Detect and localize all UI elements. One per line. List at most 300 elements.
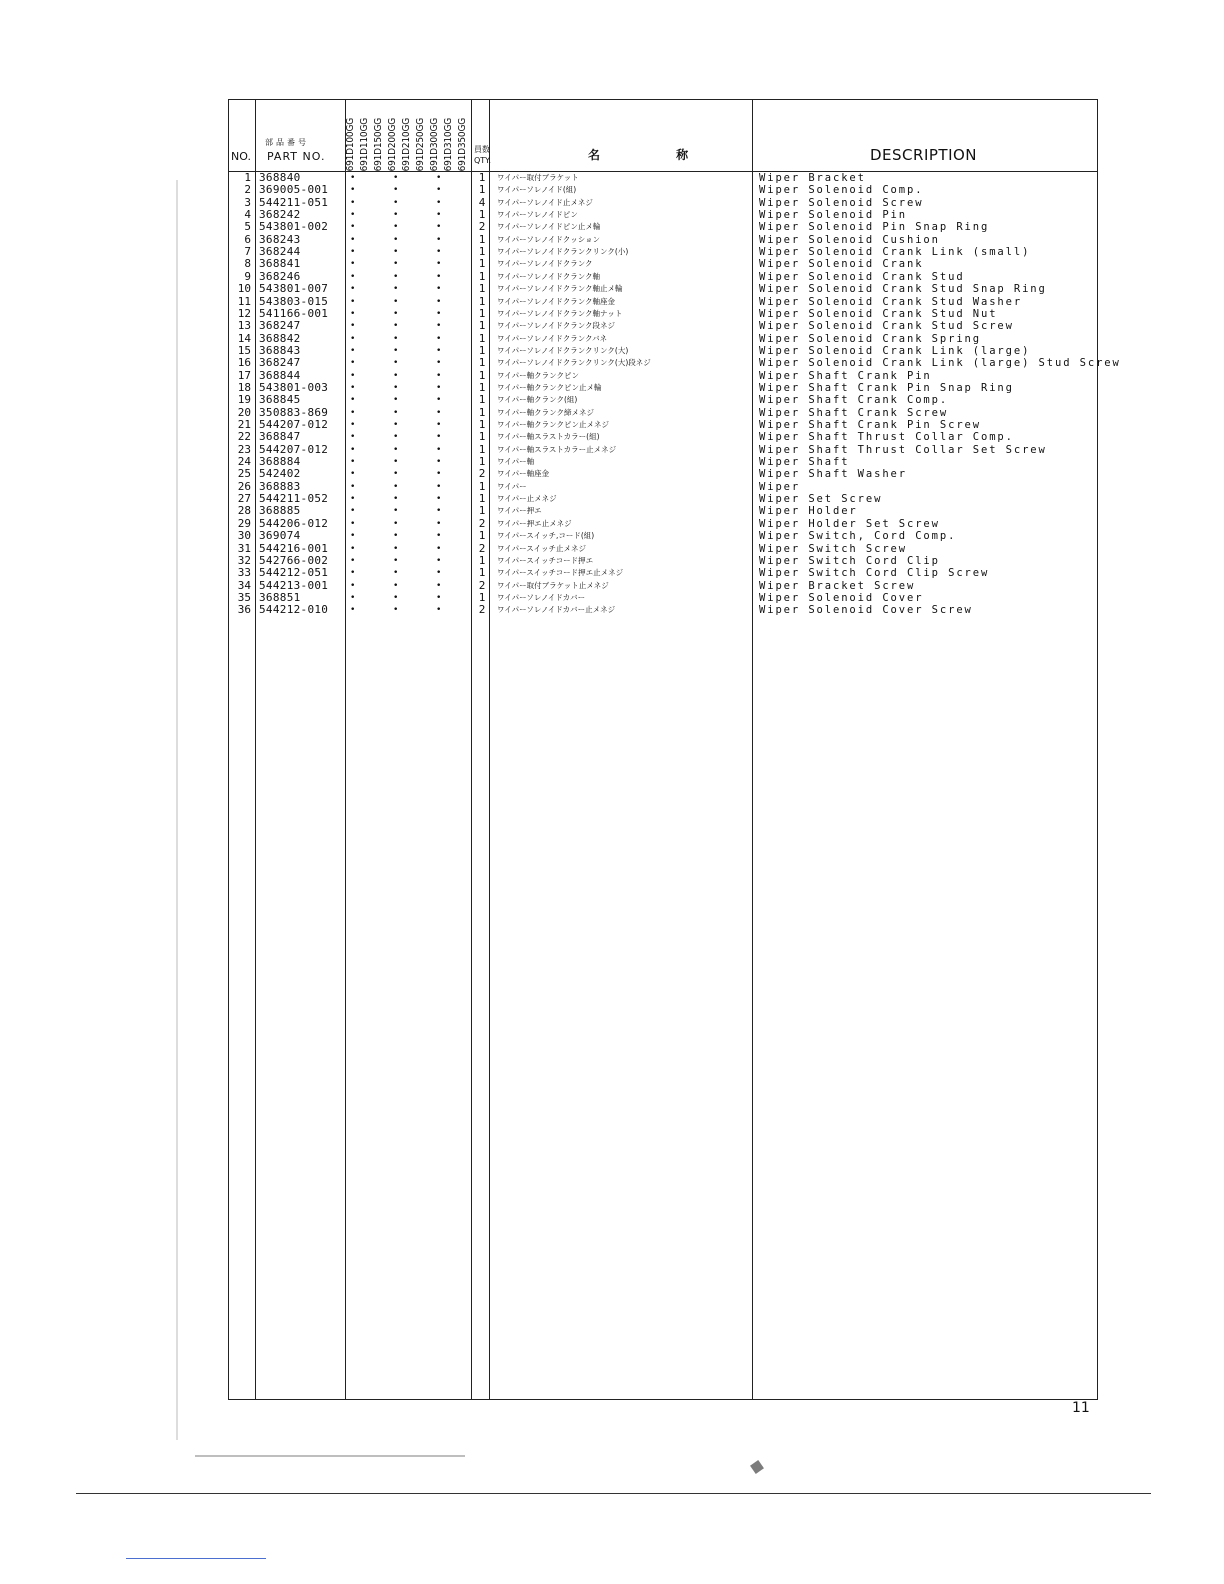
table-row: [0, 184, 1224, 196]
row-number: 4: [244, 208, 251, 222]
part-description: Wiper Bracket Screw: [759, 579, 916, 592]
part-number: 368841: [259, 257, 301, 271]
model-applicability-bullet: •: [393, 321, 399, 332]
part-number: 368247: [259, 356, 301, 370]
part-name-jp: ワイパーソレノイドピン止メ輪: [497, 222, 601, 232]
row-number: 28: [237, 504, 251, 518]
table-row: [0, 567, 1224, 579]
part-number: 544207-012: [259, 442, 329, 456]
row-number: 2: [244, 183, 251, 197]
quantity: 1: [478, 245, 486, 259]
model-applicability-bullet: •: [436, 247, 442, 258]
model-applicability-bullet: •: [436, 173, 442, 183]
model-label: 691D200GG: [387, 117, 398, 171]
model-applicability-bullet: •: [436, 555, 442, 566]
row-number: 21: [237, 418, 251, 431]
quantity: 1: [478, 430, 486, 444]
part-name-jp: ワイパー軸座金: [497, 469, 550, 479]
row-number: 30: [237, 529, 251, 543]
part-description: Wiper Shaft Crank Comp.: [759, 394, 949, 407]
part-description: Wiper Solenoid Crank: [759, 258, 924, 271]
quantity: 1: [478, 442, 486, 456]
model-applicability-bullet: •: [436, 395, 442, 406]
part-description: Wiper Shaft Thrust Collar Set Screw: [759, 443, 1047, 456]
model-applicability-bullet: •: [350, 234, 356, 245]
model-applicability-bullet: •: [350, 605, 356, 616]
row-number: 13: [237, 319, 251, 333]
model-applicability-bullet: •: [393, 555, 399, 566]
model-label: 691D210GG: [401, 117, 412, 171]
part-name-jp: ワイパースイッチコード押エ: [497, 555, 594, 565]
row-number: 9: [244, 269, 251, 283]
row-number: 29: [237, 516, 251, 530]
table-row: [0, 221, 1224, 233]
model-applicability-bullet: •: [393, 271, 399, 282]
model-applicability-bullet: •: [393, 481, 399, 492]
model-applicability-bullet: •: [393, 308, 399, 319]
header-qty: QTY.: [474, 156, 491, 165]
part-description: Wiper Solenoid Crank Link (large) Stud Screw: [759, 357, 1121, 370]
part-name-jp: ワイパー取付ブラケット: [497, 173, 579, 182]
model-applicability-bullet: •: [350, 370, 356, 381]
model-applicability-bullet: •: [393, 197, 399, 208]
part-number: 368845: [259, 393, 301, 407]
model-applicability-bullet: •: [393, 259, 399, 270]
model-applicability-bullet: •: [436, 345, 442, 356]
model-applicability-bullet: •: [436, 494, 442, 505]
quantity: 2: [478, 467, 486, 481]
model-applicability-bullet: •: [436, 284, 442, 295]
quantity: 1: [478, 418, 486, 431]
part-number: 543803-015: [259, 294, 329, 308]
quantity: 2: [478, 578, 486, 592]
part-name-jp: ワイパーソレノイド止メネジ: [497, 197, 593, 207]
model-applicability-bullet: •: [393, 518, 399, 529]
model-applicability-bullet: •: [393, 284, 399, 295]
row-number: 10: [237, 282, 251, 296]
part-number: 543801-003: [259, 380, 329, 394]
part-name-jp: ワイパーソレノイドクランク: [497, 259, 593, 269]
table-row: [0, 468, 1224, 480]
model-applicability-bullet: •: [436, 469, 442, 480]
quantity: 1: [478, 319, 486, 333]
row-number: 24: [237, 455, 251, 469]
model-applicability-bullet: •: [350, 247, 356, 258]
table-row: [0, 357, 1224, 369]
model-applicability-bullet: •: [393, 506, 399, 517]
quantity: 1: [478, 171, 486, 184]
table-row: [0, 419, 1224, 431]
model-applicability-bullet: •: [393, 592, 399, 603]
part-description: Wiper Shaft Washer: [759, 468, 907, 481]
row-number: 7: [244, 245, 251, 259]
model-applicability-bullet: •: [350, 531, 356, 542]
model-applicability-bullet: •: [350, 506, 356, 517]
model-applicability-bullet: •: [436, 568, 442, 579]
header-description: DESCRIPTION: [870, 146, 978, 164]
model-applicability-bullet: •: [393, 568, 399, 579]
part-name-jp: ワイパースイッチ,コード(組): [497, 531, 595, 541]
model-applicability-bullet: •: [436, 543, 442, 554]
model-applicability-bullet: •: [350, 271, 356, 282]
row-number: 8: [244, 257, 251, 271]
model-applicability-bullet: •: [393, 580, 399, 591]
table-row: [0, 258, 1224, 270]
row-number: 20: [237, 405, 251, 419]
model-applicability-bullet: •: [350, 592, 356, 603]
row-number: 23: [237, 442, 251, 456]
model-applicability-bullet: •: [350, 308, 356, 319]
model-applicability-bullet: •: [436, 358, 442, 369]
model-applicability-bullet: •: [350, 173, 356, 183]
model-label: 691D350GG: [457, 117, 468, 171]
model-applicability-bullet: •: [436, 308, 442, 319]
part-name-jp: ワイパーソレノイドクランク軸: [497, 271, 601, 281]
model-applicability-bullet: •: [436, 518, 442, 529]
model-label: 691D250GG: [415, 117, 426, 171]
table-row: [0, 209, 1224, 221]
model-applicability-bullet: •: [436, 321, 442, 332]
part-name-jp: ワイパーソレノイドクランクバネ: [497, 333, 608, 343]
model-applicability-bullet: •: [393, 345, 399, 356]
part-description: Wiper Solenoid Cushion: [759, 233, 940, 246]
model-label: 691D150GG: [373, 117, 384, 171]
part-number: 544216-001: [259, 541, 329, 555]
table-row: [0, 481, 1224, 493]
quantity: 1: [478, 368, 486, 382]
table-row: [0, 456, 1224, 468]
part-name-jp: ワイパースイッチ止メネジ: [497, 543, 586, 553]
part-description: Wiper Shaft Thrust Collar Comp.: [759, 431, 1014, 444]
model-applicability-bullet: •: [393, 333, 399, 344]
quantity: 1: [478, 380, 486, 394]
row-number: 33: [237, 566, 251, 580]
model-applicability-bullet: •: [350, 543, 356, 554]
scan-blue-line: [126, 1558, 266, 1559]
part-name-jp: ワイパー軸クランクピン止メネジ: [497, 420, 609, 429]
part-description: Wiper Shaft Crank Pin Screw: [759, 419, 981, 431]
model-applicability-bullet: •: [393, 457, 399, 468]
model-applicability-bullet: •: [436, 259, 442, 270]
part-name-jp: ワイパースイッチコード押エ止メネジ: [497, 568, 624, 578]
header-part-no: PART NO.: [267, 150, 326, 163]
table-row: [0, 505, 1224, 517]
part-name-jp: ワイパーソレノイドクランクリンク(大): [497, 345, 629, 355]
table-row: [0, 431, 1224, 443]
row-number: 1: [244, 171, 251, 184]
part-number: 368885: [259, 504, 301, 518]
part-name-jp: ワイパー軸: [497, 457, 535, 467]
model-applicability-bullet: •: [393, 185, 399, 196]
table-row: [0, 604, 1224, 616]
quantity: 1: [478, 232, 486, 246]
model-applicability-bullet: •: [436, 234, 442, 245]
part-description: Wiper Solenoid Crank Link (large): [759, 344, 1031, 357]
table-row: [0, 246, 1224, 258]
model-applicability-bullet: •: [350, 420, 356, 430]
part-number: 544212-051: [259, 566, 329, 580]
table-row: [0, 382, 1224, 394]
part-description: Wiper Shaft: [759, 456, 850, 469]
model-applicability-bullet: •: [436, 222, 442, 233]
model-applicability-bullet: •: [393, 395, 399, 406]
model-applicability-bullet: •: [393, 370, 399, 381]
part-number: 368244: [259, 245, 301, 259]
model-applicability-bullet: •: [350, 407, 356, 418]
row-number: 25: [237, 467, 251, 481]
model-applicability-bullet: •: [350, 580, 356, 591]
table-row: [0, 234, 1224, 246]
part-number: 368242: [259, 208, 301, 222]
part-name-jp: ワイパーソレノイドクランク軸止メ輪: [497, 284, 623, 294]
row-number: 3: [244, 195, 251, 209]
model-applicability-bullet: •: [350, 555, 356, 566]
model-applicability-bullet: •: [436, 605, 442, 616]
row-number: 5: [244, 220, 251, 234]
part-description: Wiper Holder Set Screw: [759, 517, 940, 530]
row-number: 17: [237, 368, 251, 382]
scan-noise: [195, 1455, 465, 1457]
part-description: Wiper Solenoid Screw: [759, 196, 924, 209]
part-description: Wiper Holder: [759, 505, 858, 518]
quantity: 1: [478, 553, 486, 567]
part-description: Wiper Solenoid Crank Stud Nut: [759, 307, 998, 320]
model-applicability-bullet: •: [393, 358, 399, 369]
quantity: 1: [478, 331, 486, 345]
part-name-jp: ワイパー軸クランクピン: [497, 370, 579, 380]
model-applicability-bullet: •: [350, 518, 356, 529]
header-name-jp: 名 称: [588, 148, 725, 162]
part-number: 369005-001: [259, 183, 329, 197]
model-applicability-bullet: •: [350, 494, 356, 505]
row-number: 18: [237, 380, 251, 394]
model-applicability-bullet: •: [393, 173, 399, 183]
model-applicability-bullet: •: [350, 395, 356, 406]
part-description: Wiper Solenoid Comp.: [759, 184, 924, 197]
model-applicability-bullet: •: [436, 432, 442, 443]
scan-edge-line: [76, 1493, 1151, 1494]
model-applicability-bullet: •: [350, 333, 356, 344]
part-name-jp: ワイパー軸スラストカラー(組): [497, 432, 600, 442]
row-number: 11: [237, 294, 251, 308]
table-row: [0, 543, 1224, 555]
model-applicability-bullet: •: [393, 531, 399, 542]
row-number: 12: [237, 306, 251, 320]
model-applicability-bullet: •: [350, 457, 356, 468]
part-description: Wiper Solenoid Crank Stud Washer: [759, 295, 1023, 308]
model-applicability-bullet: •: [436, 457, 442, 468]
model-label: 691D300GG: [429, 117, 440, 171]
quantity: 1: [478, 504, 486, 518]
table-row: [0, 407, 1224, 419]
header-qty-jp: 員数: [474, 145, 490, 154]
model-applicability-bullet: •: [393, 210, 399, 221]
part-number: 544207-012: [259, 418, 329, 431]
table-row: [0, 320, 1224, 332]
table-row: [0, 296, 1224, 308]
part-name-jp: ワイパーソレノイドクランク段ネジ: [497, 321, 616, 331]
quantity: 1: [478, 479, 486, 493]
quantity: 1: [478, 269, 486, 283]
part-description: Wiper Solenoid Crank Link (small): [759, 246, 1031, 259]
model-applicability-bullet: •: [350, 284, 356, 295]
table-row: [0, 493, 1224, 505]
row-number: 32: [237, 553, 251, 567]
row-number: 31: [237, 541, 251, 555]
part-name-jp: ワイパーソレノイドピン: [497, 210, 578, 220]
model-applicability-bullet: •: [436, 444, 442, 455]
model-applicability-bullet: •: [350, 197, 356, 208]
part-description: Wiper Solenoid Crank Stud Screw: [759, 320, 1014, 333]
header-part-jp: 部品番号: [265, 138, 309, 147]
part-number: 544206-012: [259, 516, 329, 530]
model-applicability-bullet: •: [350, 358, 356, 369]
part-name-jp: ワイパー押エ止メネジ: [497, 518, 572, 528]
model-applicability-bullet: •: [393, 222, 399, 233]
model-applicability-bullet: •: [436, 271, 442, 282]
model-applicability-bullet: •: [350, 259, 356, 270]
part-description: Wiper Shaft Crank Pin Snap Ring: [759, 381, 1014, 394]
table-row: [0, 394, 1224, 406]
model-applicability-bullet: •: [350, 222, 356, 233]
part-description: Wiper Set Screw: [759, 493, 883, 506]
row-number: 22: [237, 430, 251, 444]
quantity: 4: [478, 195, 486, 209]
part-description: Wiper Solenoid Crank Stud: [759, 270, 965, 283]
part-number: 543801-002: [259, 220, 329, 234]
part-number: 368842: [259, 331, 301, 345]
part-number: 544211-051: [259, 195, 329, 209]
scan-mark: [750, 1460, 764, 1474]
table-row: [0, 370, 1224, 382]
part-description: Wiper Solenoid Crank Stud Snap Ring: [759, 283, 1047, 296]
model-applicability-bullet: •: [350, 185, 356, 196]
quantity: 1: [478, 405, 486, 419]
model-applicability-bullet: •: [436, 185, 442, 196]
quantity: 1: [478, 183, 486, 197]
model-applicability-bullet: •: [350, 296, 356, 307]
table-row: [0, 518, 1224, 530]
model-applicability-bullet: •: [350, 469, 356, 480]
part-description: Wiper Switch Cord Clip: [759, 554, 940, 567]
part-name-jp: ワイパーソレノイドクランクリンク(大)段ネジ: [497, 358, 651, 368]
part-number: 368847: [259, 430, 301, 444]
model-applicability-bullet: •: [436, 370, 442, 381]
quantity: 1: [478, 343, 486, 357]
table-row: [0, 530, 1224, 542]
part-number: 368844: [259, 368, 301, 382]
model-applicability-bullet: •: [436, 333, 442, 344]
part-name-jp: ワイパー押エ: [497, 506, 542, 516]
table-row: [0, 555, 1224, 567]
model-applicability-bullet: •: [436, 407, 442, 418]
row-number: 16: [237, 356, 251, 370]
part-number: 543801-007: [259, 282, 329, 296]
quantity: 1: [478, 257, 486, 271]
part-number: 369074: [259, 529, 301, 543]
part-number: 368246: [259, 269, 301, 283]
header-model-columns: [346, 101, 470, 171]
model-applicability-bullet: •: [350, 444, 356, 455]
row-number: 15: [237, 343, 251, 357]
part-number: 544211-052: [259, 492, 329, 506]
part-name-jp: ワイパーソレノイドクランクリンク(小): [497, 247, 629, 257]
part-number: 368883: [259, 479, 301, 493]
part-description: Wiper Solenoid Pin Snap Ring: [759, 221, 990, 234]
part-name-jp: ワイパーソレノイド(組): [497, 185, 577, 195]
scan-left-noise: [176, 180, 178, 1440]
quantity: 1: [478, 282, 486, 296]
part-number: 368851: [259, 590, 301, 604]
model-applicability-bullet: •: [350, 345, 356, 356]
part-description: Wiper Bracket: [759, 172, 866, 184]
model-applicability-bullet: •: [393, 407, 399, 418]
part-number: 368843: [259, 343, 301, 357]
table-row: [0, 444, 1224, 456]
row-number: 27: [237, 492, 251, 506]
part-name-jp: ワイパーソレノイドクランク軸ナット: [497, 308, 623, 318]
row-number: 35: [237, 590, 251, 604]
model-applicability-bullet: •: [350, 481, 356, 492]
model-label: 691D100GG: [345, 117, 356, 171]
quantity: 1: [478, 455, 486, 469]
quantity: 1: [478, 492, 486, 506]
quantity: 1: [478, 529, 486, 543]
part-description: Wiper Solenoid Crank Spring: [759, 332, 981, 345]
part-description: Wiper Solenoid Pin: [759, 209, 907, 222]
quantity: 1: [478, 566, 486, 580]
model-applicability-bullet: •: [393, 234, 399, 245]
part-number: 368884: [259, 455, 301, 469]
model-applicability-bullet: •: [436, 382, 442, 393]
part-name-jp: ワイパーソレノイドクランク軸座金: [497, 296, 616, 306]
model-label: 691D110GG: [359, 117, 370, 171]
model-applicability-bullet: •: [350, 382, 356, 393]
table-row: [0, 592, 1224, 604]
part-description: Wiper Switch Screw: [759, 542, 907, 555]
quantity: 1: [478, 393, 486, 407]
part-name-jp: ワイパーソレノイドカバー止メネジ: [497, 605, 616, 615]
row-number: 14: [237, 331, 251, 345]
part-name-jp: ワイパーソレノイドクッション: [497, 234, 601, 244]
model-applicability-bullet: •: [393, 382, 399, 393]
table-row: [0, 172, 1224, 184]
model-applicability-bullet: •: [350, 568, 356, 579]
part-number: 541166-001: [259, 306, 329, 320]
table-row: [0, 580, 1224, 592]
quantity: 1: [478, 356, 486, 370]
table-row: [0, 333, 1224, 345]
table-row: [0, 345, 1224, 357]
part-name-jp: ワイパー止メネジ: [497, 494, 557, 504]
model-applicability-bullet: •: [393, 494, 399, 505]
model-label: 691D310GG: [443, 117, 454, 171]
part-description: Wiper Shaft Crank Screw: [759, 406, 949, 419]
model-applicability-bullet: •: [393, 420, 399, 430]
quantity: 1: [478, 590, 486, 604]
part-description: Wiper Switch, Cord Comp.: [759, 530, 957, 543]
row-number: 19: [237, 393, 251, 407]
model-applicability-bullet: •: [393, 432, 399, 443]
quantity: 2: [478, 541, 486, 555]
model-applicability-bullet: •: [436, 481, 442, 492]
model-applicability-bullet: •: [350, 321, 356, 332]
quantity: 2: [478, 516, 486, 530]
model-applicability-bullet: •: [436, 197, 442, 208]
table-row: [0, 308, 1224, 320]
model-applicability-bullet: •: [393, 296, 399, 307]
page-number: 11: [1072, 1400, 1090, 1416]
